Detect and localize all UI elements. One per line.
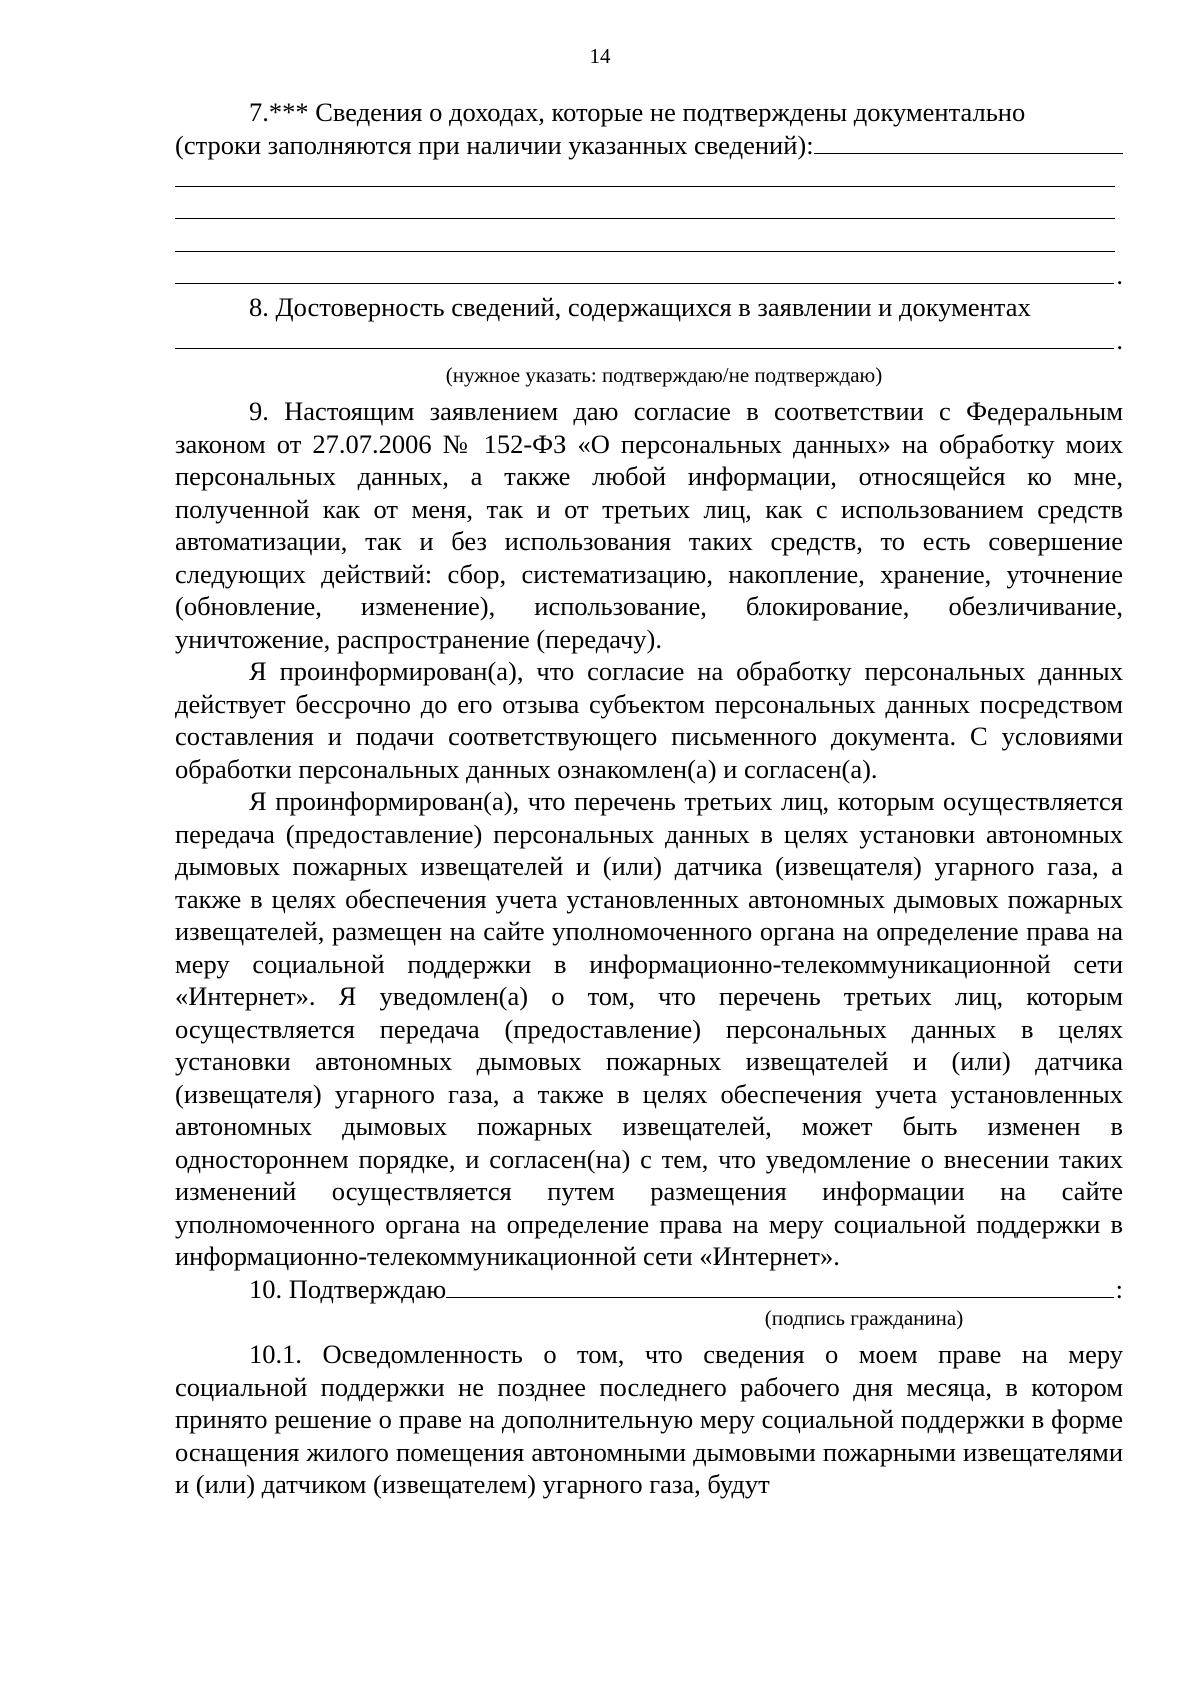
section-7-line2-row <box>175 129 1123 162</box>
section-7-line1: 7.*** Сведения о доходах, которые не подтверждены документально <box>249 97 1026 127</box>
section-10-label: 10. Подтверждаю <box>249 1273 447 1304</box>
income-blank-line[interactable] <box>175 282 1114 284</box>
section-8-line1: 8. Достоверность сведений, содержащихся в заявлении и документах <box>249 292 1031 322</box>
document-body <box>175 96 1123 1501</box>
section-7-line2: (строки заполняются при наличии указанных сведений): <box>175 129 814 160</box>
section-9-paragraph-2: Я проинформирован(а), что согласие на обработку персональных данных действует бессрочно до его отзыва субъектом персональных данных посредством составления и подачи соответствующего письменного документа. С условиями обработки персональных данных ознакомлен(а) и согласен(а). <box>175 656 1123 784</box>
confirmation-fill-line[interactable] <box>175 347 1114 349</box>
page-number: 14 <box>589 44 611 68</box>
income-last-line-row <box>175 259 1123 292</box>
income-blank-line[interactable] <box>175 161 1123 194</box>
end-punctuation: : <box>1115 1273 1123 1304</box>
section-10-1-paragraph: 10.1. Осведомленность о том, что сведения о моем праве на меру социальной поддержки не позднее последнего рабочего дня месяца, в котором принято решение о праве на дополнительную меру социальной поддержки в форме оснащения жилого помещения автономными дымовыми пожарными извещателями и (или) датчиком (извещателем) угарного газа, будут <box>175 1339 1123 1499</box>
signature-hint: (подпись гражданина) <box>764 1306 964 1330</box>
section-8-hint: (нужное указать: подтверждаю/не подтверждаю) <box>445 363 883 387</box>
section-9-paragraph-1: 9. Настоящим заявлением даю согласие в соответствии с Федеральным законом от 27.07.2006 № 152-ФЗ «О персональных данных» на обработку моих персональных данных, а также любой информации, относящейся ко мне, полученной как от меня, так и от третьих лиц, как с использованием средств автоматизации, так и без использования таких средств, то есть совершение следующих действий: сбор, систематизацию, накопление, хранение, уточнение (обновление, изменение), использование, блокирование, обезличивание, уничтожение, распространение (передачу). <box>175 396 1123 654</box>
section-8-answer-row <box>175 324 1123 357</box>
section-9-paragraph-3: Я проинформирован(а), что перечень третьих лиц, которым осуществляется передача (предоставление) персональных данных в целях установки автономных дымовых пожарных извещателей и (или) датчика (извещателя) угарного газа, а также в целях обеспечения учета установленных автономных дымовых пожарных извещателей, размещен на сайте уполномоченного органа на определение права на меру социальной поддержки в информационно-телекоммуникационной сети «Интернет». Я уведомлен(а) о том, что перечень третьих лиц, которым осуществляется передача (предоставление) персональных данных в целях установки автономных дымовых пожарных извещателей и (или) датчика (извещателя) угарного газа, а также в целях обеспечения учета установленных автономных дымовых пожарных извещателей, может быть изменен в одностороннем порядке, и согласен(на) с тем, что уведомление о внесении таких изменений осуществляется путем размещения информации на сайте уполномоченного органа на определение права на меру социальной поддержки в информационно-телекоммуникационной сети «Интернет». <box>175 786 1123 1271</box>
income-blank-line[interactable] <box>175 194 1123 227</box>
income-fill-line[interactable] <box>814 152 1123 154</box>
end-punctuation: . <box>1116 324 1123 355</box>
signature-fill-line[interactable] <box>446 1296 1113 1298</box>
end-punctuation: . <box>1116 259 1123 290</box>
income-blank-line[interactable] <box>175 226 1123 259</box>
section-10-row <box>175 1273 1123 1306</box>
